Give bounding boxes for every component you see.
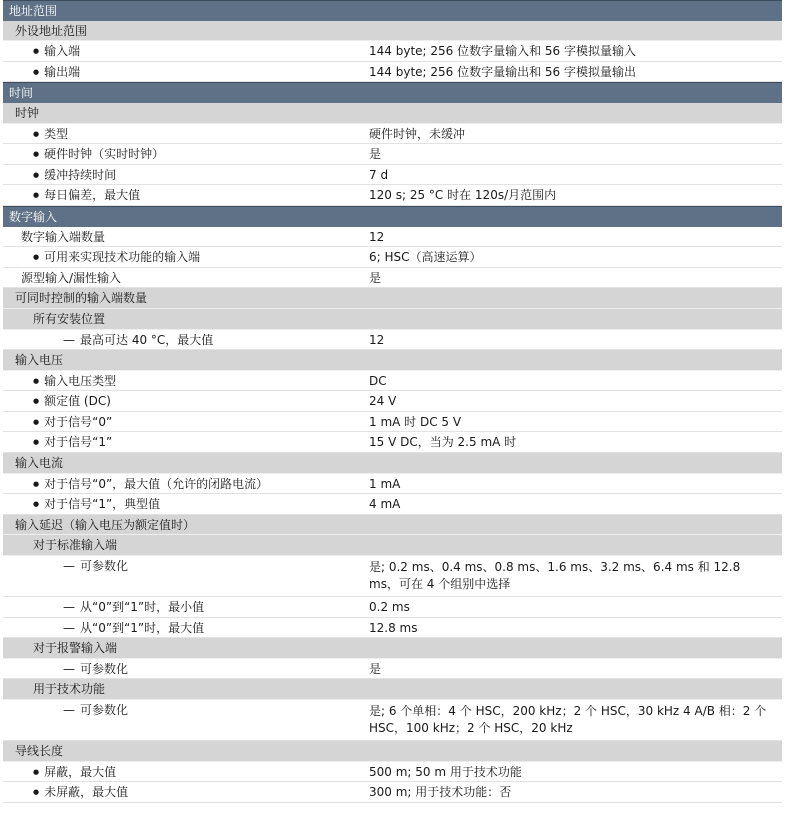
table-row: [3, 247, 782, 268]
row-value: 是: [369, 270, 382, 285]
row-value: 12: [369, 229, 385, 244]
row-label: ● 输入电压类型: [3, 371, 387, 392]
table-row: [3, 700, 782, 741]
table-row: [3, 782, 782, 803]
row-label: ● 未屏蔽，最大值: [3, 782, 387, 803]
row-label: ● 对于信号“0”: [3, 412, 387, 433]
group-title: 所有安装位置: [33, 311, 106, 326]
group-header: [3, 679, 782, 700]
table-row: [3, 618, 782, 639]
group-title: 输入电压: [15, 353, 64, 368]
group-title: 对于标准输入端: [33, 538, 118, 553]
row-label: ● 每日偏差，最大值: [3, 185, 387, 206]
row-value: DC: [369, 373, 387, 388]
group-header: [3, 288, 782, 309]
row-value: 是; 0.2 ms、0.4 ms、0.8 ms、1.6 ms、3.2 ms、6.4 ms 和 12.8 ms，可在 4 个组别中选择: [369, 560, 741, 592]
row-label: — 可参数化: [3, 556, 417, 577]
row-label: ● 对于信号“1”，典型值: [3, 494, 387, 515]
row-label: 数字输入端数量: [21, 229, 106, 244]
row-label: ● 额定值 (DC): [3, 391, 387, 412]
row-value: 24 V: [369, 394, 397, 409]
row-label: — 可参数化: [3, 659, 417, 680]
table-row: [3, 144, 782, 165]
table-row: [3, 62, 782, 83]
row-value: 0.2 ms: [369, 600, 410, 615]
row-value: 1 mA: [369, 476, 401, 491]
row-label: ● 缓冲持续时间: [3, 165, 387, 186]
section-header: [3, 206, 782, 227]
group-header: [3, 453, 782, 474]
group-title: 可同时控制的输入端数量: [15, 291, 148, 306]
row-label: ● 类型: [3, 124, 387, 145]
row-value: 144 byte; 256 位数字量输出和 56 字模拟量输出: [369, 64, 637, 79]
group-header: [3, 103, 782, 124]
group-header: [3, 21, 782, 42]
table-row: [3, 412, 782, 433]
group-title: 导线长度: [15, 744, 64, 758]
table-row: [3, 330, 782, 351]
group-header: [3, 638, 782, 659]
table-row: [3, 227, 782, 248]
table-row: [3, 659, 782, 680]
row-label: ● 对于信号“0”，最大值（允许的闭路电流）: [3, 474, 387, 495]
group-title: 时钟: [15, 105, 40, 120]
row-label: ● 硬件时钟（实时时钟）: [3, 144, 387, 165]
row-label: — 从“0”到“1”时，最小值: [3, 597, 417, 618]
table-row: [3, 494, 782, 515]
row-label: ● 对于信号“1”: [3, 432, 387, 453]
row-label: — 可参数化: [3, 700, 417, 721]
row-label: — 最高可达 40 °C，最大值: [3, 330, 417, 351]
table-row: [3, 556, 782, 597]
row-value: 4 mA: [369, 497, 401, 512]
row-label: ● 可用来实现技术功能的输入端: [3, 247, 387, 268]
table-row: [3, 474, 782, 495]
section-title: 地址范围: [9, 4, 58, 18]
table-row: [3, 762, 782, 783]
row-label: ● 输入端: [3, 41, 387, 62]
row-value: 是: [369, 147, 382, 162]
table-row: [3, 124, 782, 145]
row-label: ● 输出端: [3, 62, 387, 83]
row-label: — 从“0”到“1”时，最大值: [3, 618, 417, 639]
group-title: 外设地址范围: [15, 23, 88, 38]
group-header: [3, 535, 782, 556]
table-row: [3, 268, 782, 289]
row-value: 144 byte; 256 位数字量输入和 56 字模拟量输入: [369, 44, 637, 59]
row-value: 300 m; 用于技术功能：否: [369, 785, 512, 800]
table-row: [3, 391, 782, 412]
row-value: 是; 6 个单相：4 个 HSC，200 kHz；2 个 HSC，30 kHz 4 A/B 相：2 个 HSC，100 kHz；2 个 HSC，20 kHz: [369, 704, 767, 735]
group-header: [3, 741, 782, 762]
row-value: 是: [369, 661, 382, 676]
group-header: [3, 350, 782, 371]
row-value: 硬件时钟，未缓冲: [369, 126, 466, 141]
row-value: 120 s; 25 °C 时在 120s/月范围内: [369, 188, 557, 203]
table-row: [3, 371, 782, 392]
row-label: ● 屏蔽，最大值: [3, 762, 387, 783]
table-row: [3, 185, 782, 206]
row-value: 7 d: [369, 167, 389, 182]
section-title: 数字输入: [9, 209, 58, 224]
row-value: 12: [369, 332, 385, 347]
table-row: [3, 432, 782, 453]
table-row: [3, 597, 782, 618]
spec-table: [3, 0, 782, 803]
table-row: [3, 41, 782, 62]
section-header: [3, 0, 782, 21]
group-header: [3, 515, 782, 536]
section-header: [3, 82, 782, 103]
row-label: 源型输入/漏性输入: [21, 270, 122, 285]
section-title: 时间: [9, 86, 34, 101]
group-header: [3, 309, 782, 330]
table-row: [3, 165, 782, 186]
row-value: 12.8 ms: [369, 620, 418, 635]
row-value: 15 V DC，当为 2.5 mA 时: [369, 435, 517, 450]
group-title: 用于技术功能: [33, 682, 106, 697]
row-value: 1 mA 时 DC 5 V: [369, 414, 462, 429]
row-value: 500 m; 50 m 用于技术功能: [369, 764, 522, 779]
row-value: 6; HSC（高速运算）: [369, 250, 482, 265]
group-title: 输入电流: [15, 456, 64, 471]
group-title: 对于报警输入端: [33, 641, 118, 656]
group-title: 输入延迟（输入电压为额定值时）: [15, 517, 196, 532]
